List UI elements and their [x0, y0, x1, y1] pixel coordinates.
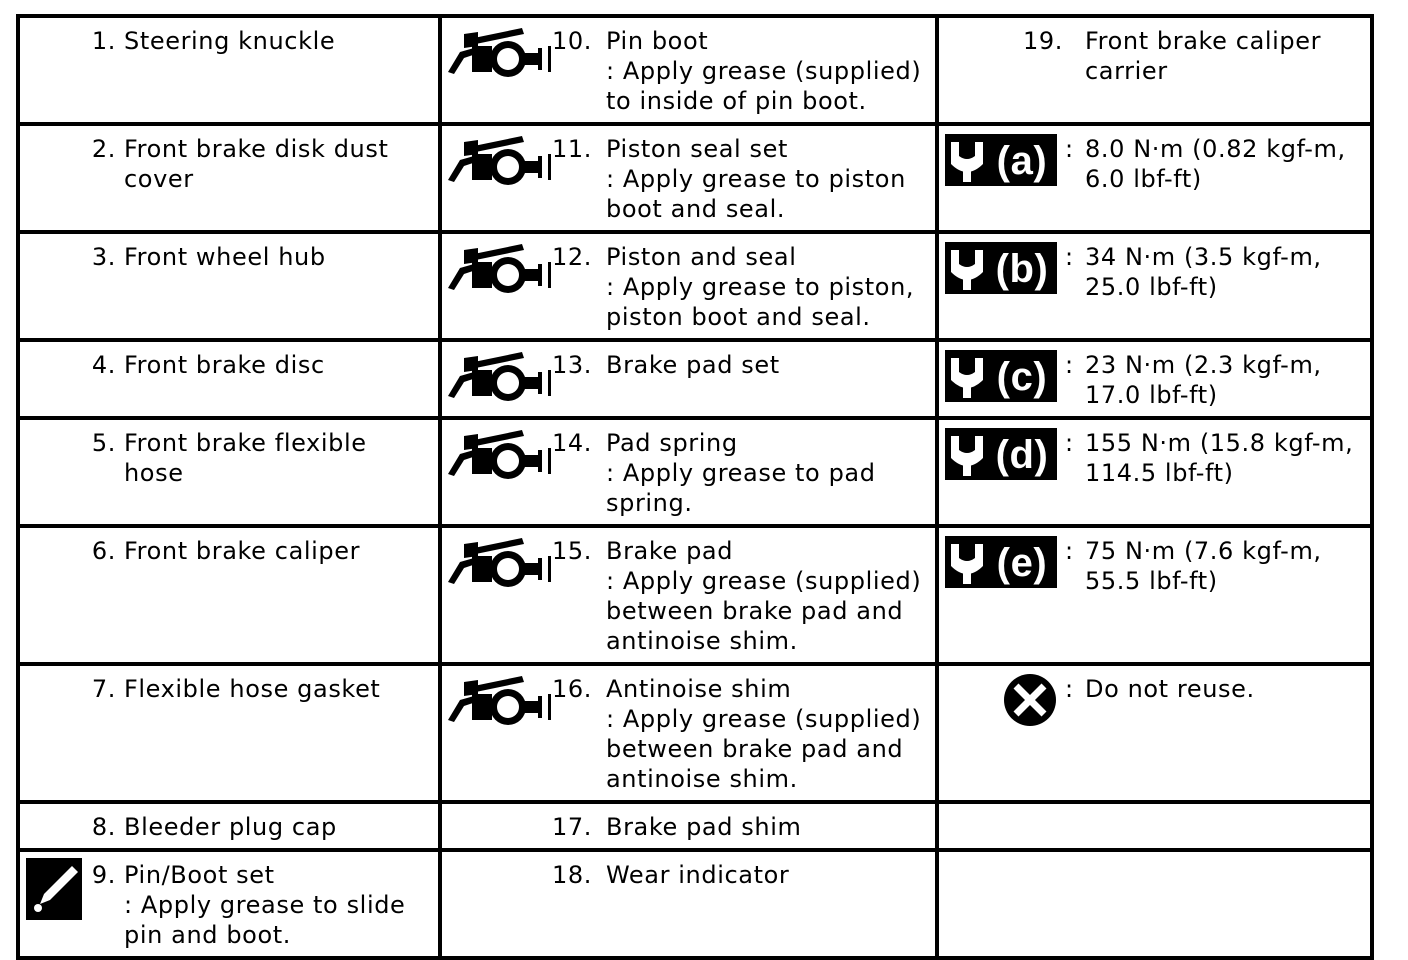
torque-code: (c): [996, 355, 1048, 399]
legend-cell: [440, 232, 937, 340]
legend-cell: [18, 124, 440, 232]
legend-cell: [18, 526, 440, 664]
legend-entry: [442, 666, 935, 800]
item-text-line: to inside of pin boot.: [606, 87, 867, 115]
legend-entry: [20, 18, 438, 62]
item-text-line: Brake pad: [606, 537, 734, 565]
item-text-line: between brake pad and: [606, 735, 904, 763]
item-text-line: hose: [124, 459, 184, 487]
separator-colon: :: [1065, 429, 1074, 457]
legend-entry: [442, 126, 935, 230]
legend-entry: [20, 342, 438, 386]
item-text-line: 8.0 N·m (0.82 kgf-m,: [1085, 135, 1346, 163]
legend-entry: [442, 342, 935, 386]
item-text-line: Bleeder plug cap: [124, 813, 337, 841]
separator-colon: :: [1065, 537, 1074, 565]
legend-entry: [20, 852, 438, 956]
item-text-line: : Apply grease (supplied): [606, 57, 922, 85]
legend-row: [18, 802, 1372, 850]
legend-entry: [442, 18, 935, 122]
item-number: 18.: [552, 861, 592, 889]
legend-entry: [442, 804, 935, 848]
item-text-line: 17.0 lbf-ft): [1085, 381, 1218, 409]
legend-cell: [18, 340, 440, 418]
legend-cell: [440, 418, 937, 526]
legend-entry: [442, 420, 935, 524]
legend-cell: [937, 418, 1372, 526]
item-text-line: Flexible hose gasket: [124, 675, 381, 703]
item-number: 1.: [91, 27, 116, 55]
legend-cell: [937, 664, 1372, 802]
legend-cell: [440, 526, 937, 664]
separator-colon: :: [1065, 351, 1074, 379]
item-number: 19.: [1023, 27, 1063, 55]
torque-code: (e): [996, 541, 1048, 585]
separator-colon: :: [1065, 243, 1074, 271]
item-text-line: Front brake disc: [124, 351, 325, 379]
torque-code: (a): [996, 139, 1048, 183]
item-text-line: Pin/Boot set: [124, 861, 275, 889]
legend-cell: [18, 418, 440, 526]
item-text-line: 155 N·m (15.8 kgf-m,: [1085, 429, 1354, 457]
legend-cell: [440, 340, 937, 418]
torque-wrench-icon: [945, 350, 1057, 402]
item-number: 13.: [552, 351, 592, 379]
legend-cell: [440, 124, 937, 232]
parts-legend-table: [16, 14, 1374, 960]
legend-entry: [939, 234, 1370, 308]
item-text-line: Brake pad set: [606, 351, 780, 379]
item-text-line: 25.0 lbf-ft): [1085, 273, 1218, 301]
item-text-line: : Apply grease to piston: [606, 165, 906, 193]
legend-entry: [442, 234, 935, 338]
item-text-line: : Apply grease (supplied): [606, 567, 922, 595]
item-number: 8.: [91, 813, 116, 841]
item-number: 16.: [552, 675, 592, 703]
legend-cell: [937, 802, 1372, 850]
legend-entry: [939, 126, 1370, 200]
item-text-line: Front brake caliper: [124, 537, 361, 565]
item-number: 14.: [552, 429, 592, 457]
legend-entry: [939, 804, 1370, 818]
item-text-line: Antinoise shim: [606, 675, 792, 703]
legend-row: [18, 664, 1372, 802]
item-number: 15.: [552, 537, 592, 565]
item-text-line: Piston seal set: [606, 135, 789, 163]
legend-cell: [937, 124, 1372, 232]
legend-entry: [939, 528, 1370, 602]
legend-entry: [20, 126, 438, 200]
legend-cell: [18, 802, 440, 850]
legend-entry: [442, 852, 935, 896]
item-number: 12.: [552, 243, 592, 271]
legend-row: [18, 340, 1372, 418]
legend-cell: [440, 16, 937, 124]
do-not-reuse-icon: [1003, 672, 1057, 728]
torque-wrench-icon: [945, 428, 1057, 480]
item-text-line: : Apply grease (supplied): [606, 705, 922, 733]
legend-entry: [939, 666, 1370, 710]
item-text-line: 75 N·m (7.6 kgf-m,: [1085, 537, 1322, 565]
item-text-line: 55.5 lbf-ft): [1085, 567, 1218, 595]
legend-entry: [20, 420, 438, 494]
item-text-line: antinoise shim.: [606, 627, 798, 655]
item-text-line: carrier: [1085, 57, 1168, 85]
legend-cell: [937, 526, 1372, 664]
torque-wrench-icon: [945, 134, 1057, 186]
item-text-line: : Apply grease to slide: [124, 891, 406, 919]
torque-code: (d): [995, 433, 1049, 477]
legend-entry: [20, 666, 438, 710]
legend-row: [18, 526, 1372, 664]
legend-entry: [20, 234, 438, 278]
legend-body: [18, 16, 1372, 958]
separator-colon: :: [1065, 675, 1074, 703]
legend-entry: [939, 342, 1370, 416]
legend-row: [18, 232, 1372, 340]
item-text-line: pin and boot.: [124, 921, 291, 949]
item-number: 7.: [91, 675, 116, 703]
item-text-line: 34 N·m (3.5 kgf-m,: [1085, 243, 1322, 271]
item-text-line: 6.0 lbf-ft): [1085, 165, 1202, 193]
item-number: 4.: [91, 351, 116, 379]
item-text-line: Wear indicator: [606, 861, 790, 889]
item-text-line: cover: [124, 165, 194, 193]
item-number: 10.: [552, 27, 592, 55]
item-text-line: Steering knuckle: [124, 27, 336, 55]
legend-cell: [18, 16, 440, 124]
legend-cell: [440, 664, 937, 802]
item-text-line: : Apply grease to piston,: [606, 273, 915, 301]
legend-row: [18, 124, 1372, 232]
legend-entry: [939, 420, 1370, 494]
item-text-line: piston boot and seal.: [606, 303, 871, 331]
item-text-line: between brake pad and: [606, 597, 904, 625]
item-number: 17.: [552, 813, 592, 841]
item-text-line: Pin boot: [606, 27, 709, 55]
torque-wrench-icon: [945, 242, 1057, 294]
item-text-line: Piston and seal: [606, 243, 797, 271]
item-text-line: Front brake caliper: [1085, 27, 1322, 55]
item-number: 3.: [91, 243, 116, 271]
item-text-line: 114.5 lbf-ft): [1085, 459, 1234, 487]
separator-colon: :: [1065, 135, 1074, 163]
item-number: 5.: [91, 429, 116, 457]
legend-entry: [442, 528, 935, 662]
item-text-line: Front brake disk dust: [124, 135, 389, 163]
torque-code: (b): [995, 247, 1049, 291]
item-number: 2.: [91, 135, 116, 163]
item-text-line: boot and seal.: [606, 195, 786, 223]
item-number: 6.: [91, 537, 116, 565]
legend-entry: [20, 528, 438, 572]
item-text-line: Front wheel hub: [124, 243, 326, 271]
item-text-line: Front brake flexible: [124, 429, 367, 457]
legend-entry: [939, 852, 1370, 866]
legend-cell: [937, 232, 1372, 340]
item-number: 9.: [91, 861, 116, 889]
item-text-line: Do not reuse.: [1085, 675, 1255, 703]
item-number: 11.: [552, 135, 592, 163]
legend-entry: [20, 804, 438, 848]
item-text-line: antinoise shim.: [606, 765, 798, 793]
legend-cell: [440, 802, 937, 850]
item-text-line: Pad spring: [606, 429, 738, 457]
legend-cell: [937, 340, 1372, 418]
legend-cell: [18, 232, 440, 340]
legend-entry: [939, 18, 1370, 92]
item-text-line: Brake pad shim: [606, 813, 802, 841]
legend-cell: [937, 16, 1372, 124]
item-text-line: : Apply grease to pad: [606, 459, 876, 487]
legend-cell: [18, 664, 440, 802]
legend-row: [18, 418, 1372, 526]
legend-row: [18, 16, 1372, 124]
torque-wrench-icon: [945, 536, 1057, 588]
item-text-line: spring.: [606, 489, 693, 517]
item-text-line: 23 N·m (2.3 kgf-m,: [1085, 351, 1322, 379]
